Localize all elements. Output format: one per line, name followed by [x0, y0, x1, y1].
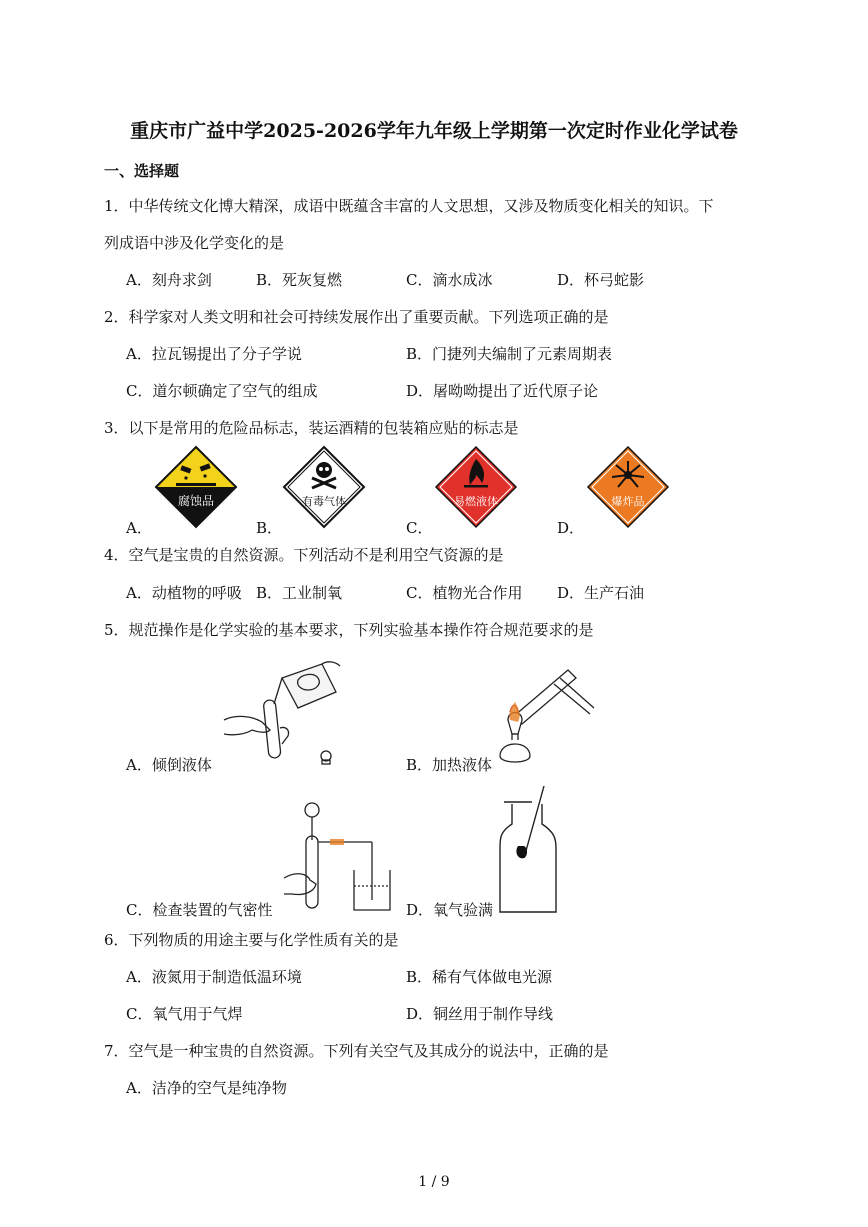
question-1-stem-line1: 1．中华传统文化博大精深，成语中既蕴含丰富的人文思想，又涉及物质变化相关的知识。下: [104, 197, 714, 215]
airtightness-check-illustration: [282, 800, 394, 916]
q3-option-c[interactable]: C．: [406, 519, 433, 537]
pouring-liquid-illustration: [222, 656, 352, 768]
q2-option-b[interactable]: B．门捷列夫编制了元素周期表: [406, 345, 613, 363]
toxic-gas-sign-icon: [282, 445, 366, 529]
q6-option-c[interactable]: C．氧气用于气焊: [126, 1005, 243, 1023]
section-heading: 一、选择题: [104, 162, 180, 180]
sign-label-toxic: 有毒气体: [302, 495, 346, 508]
q3-option-b[interactable]: B．: [256, 519, 283, 537]
q2-option-d[interactable]: D．屠呦呦提出了近代原子论: [406, 382, 599, 400]
question-4-stem: 4．空气是宝贵的自然资源。下列活动不是利用空气资源的是: [104, 546, 504, 564]
q7-option-a[interactable]: A．洁净的空气是纯净物: [126, 1079, 287, 1097]
q4-option-a[interactable]: A．动植物的呼吸: [126, 584, 242, 602]
q4-option-d[interactable]: D．生产石油: [557, 584, 645, 602]
question-3-stem: 3．以下是常用的危险品标志，装运酒精的包装箱应贴的标志是: [104, 419, 519, 437]
flammable-liquid-sign-icon: [434, 445, 518, 529]
q3-option-a[interactable]: A．: [126, 519, 152, 537]
q5-option-d[interactable]: D．氧气验满: [406, 901, 494, 919]
q6-option-d[interactable]: D．铜丝用于制作导线: [406, 1005, 554, 1023]
sign-label-explosive: 爆炸品: [611, 495, 645, 508]
page-number: 1 / 9: [418, 1174, 450, 1190]
page-title: 重庆市广益中学2025-2026学年九年级上学期第一次定时作业化学试卷: [130, 120, 738, 142]
corrosive-sign-icon: [154, 445, 238, 529]
question-2-stem: 2．科学家对人类文明和社会可持续发展作出了重要贡献。下列选项正确的是: [104, 308, 609, 326]
sign-label-corrosive: 腐蚀品: [177, 494, 215, 508]
question-1-stem-line2: 列成语中涉及化学变化的是: [104, 234, 285, 252]
q6-option-a[interactable]: A．液氮用于制造低温环境: [126, 968, 302, 986]
q1-option-b[interactable]: B．死灰复燃: [256, 271, 343, 289]
q4-option-c[interactable]: C．植物光合作用: [406, 584, 523, 602]
q5-option-b[interactable]: B．加热液体: [406, 756, 493, 774]
explosive-sign-icon: [586, 445, 670, 529]
oxygen-test-illustration: [496, 784, 560, 918]
q2-option-a[interactable]: A．拉瓦锡提出了分子学说: [126, 345, 302, 363]
q2-option-c[interactable]: C．道尔顿确定了空气的组成: [126, 382, 318, 400]
q3-option-d[interactable]: D．: [557, 519, 585, 537]
q1-option-c[interactable]: C．滴水成冰: [406, 271, 493, 289]
sign-label-flammable: 易燃液体: [454, 495, 498, 508]
q6-option-b[interactable]: B．稀有气体做电光源: [406, 968, 553, 986]
q5-option-a[interactable]: A．倾倒液体: [126, 756, 212, 774]
question-7-stem: 7．空气是一种宝贵的自然资源。下列有关空气及其成分的说法中，正确的是: [104, 1042, 609, 1060]
q5-option-c[interactable]: C．检查装置的气密性: [126, 901, 273, 919]
q1-option-d[interactable]: D．杯弓蛇影: [557, 271, 645, 289]
heating-liquid-illustration: [494, 660, 604, 772]
question-5-stem: 5．规范操作是化学实验的基本要求，下列实验基本操作符合规范要求的是: [104, 621, 594, 639]
q4-option-b[interactable]: B．工业制氧: [256, 584, 343, 602]
question-6-stem: 6．下列物质的用途主要与化学性质有关的是: [104, 931, 399, 949]
q1-option-a[interactable]: A．刻舟求剑: [126, 271, 212, 289]
